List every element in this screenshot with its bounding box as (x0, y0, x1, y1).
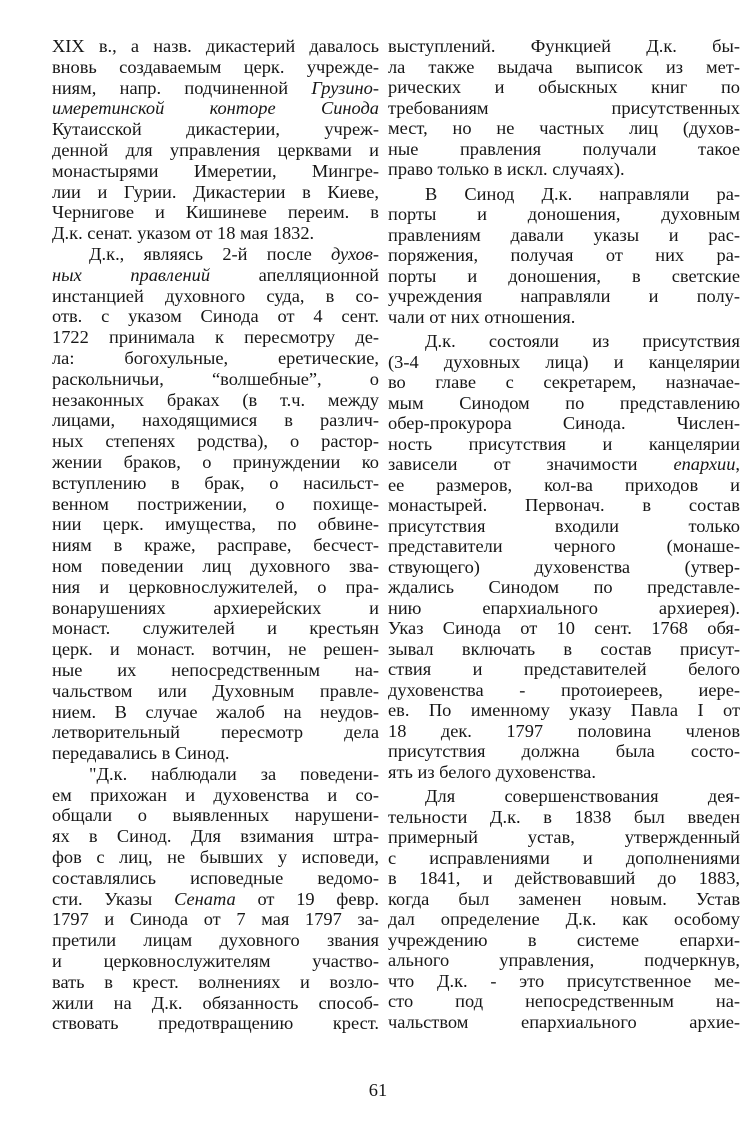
text-line (52, 182, 379, 203)
text-line (52, 930, 379, 951)
text-line (52, 244, 379, 265)
text-segment: ждались Синодом по представле- (388, 577, 740, 597)
text-segment: требованиям присутственных (388, 97, 740, 118)
text-line (52, 681, 379, 702)
text-line (388, 204, 740, 225)
text-segment: ных степенях родства), о растор- (52, 431, 379, 452)
text-segment: монастырей. Первонач. в состав (388, 495, 740, 515)
text-line (388, 807, 740, 828)
text-segment: нию епархиального архиерея). (388, 597, 740, 618)
text-line (388, 225, 740, 246)
text-segment: от 19 февр. (235, 888, 379, 909)
text-segment: 18 дек. 1797 половина членов (388, 720, 740, 741)
text-segment: ять из белого духовенства. (388, 761, 596, 782)
text-line (388, 245, 740, 266)
text-segment: ниям в краже, расправе, бесчест- (52, 535, 379, 556)
text-line (388, 909, 740, 930)
text-line (52, 119, 379, 140)
text-line (52, 639, 379, 660)
right-column (388, 36, 740, 1032)
paragraph (388, 786, 740, 1032)
text-segment: ла: богохульные, еретические, (52, 347, 379, 368)
text-segment: ность присутствия и канцелярии (388, 433, 740, 454)
text-line (388, 991, 740, 1012)
text-segment: , (735, 454, 740, 474)
text-segment: общали о выявленных нарушени- (52, 805, 379, 826)
text-segment: ях в Синод. Для взимания штра- (52, 826, 379, 847)
text-segment: Д.к., являясь 2-й после (89, 243, 331, 264)
text-segment: ния и церковнослужителей, о пра- (52, 576, 379, 597)
italic-term: епархии (673, 454, 736, 474)
text-line (52, 327, 379, 348)
text-line (52, 702, 379, 723)
text-segment: обер-прокурора Синода. Числен- (388, 413, 740, 433)
text-line (52, 1013, 379, 1034)
paragraph (52, 244, 379, 764)
text-segment: ев. По именному указу Павла I от (388, 700, 740, 720)
text-line (388, 930, 740, 951)
text-segment: сто под непосредственным на- (388, 991, 740, 1011)
text-line (388, 557, 740, 578)
text-segment: "Д.к. наблюдали за поведени- (89, 763, 379, 784)
text-line (52, 78, 379, 99)
text-segment: Чернигове и Кишиневе переим. в (52, 202, 379, 223)
text-segment: лицами, находящимися в различ- (52, 410, 379, 431)
text-line (388, 307, 740, 328)
text-segment: летворительный пересмотр дела (52, 722, 379, 743)
text-line (52, 494, 379, 515)
text-segment: Кутаисской дикастерии, учреж- (52, 119, 379, 140)
text-segment: вонарушениях архиерейских и (52, 597, 379, 618)
text-segment: незаконных браках (в т.ч. между (52, 389, 379, 410)
text-line (52, 57, 379, 78)
text-line (388, 971, 740, 992)
text-segment: отв. с указом Синода от 4 сент. (52, 306, 379, 327)
text-segment: когда был заменен новым. Устав (388, 888, 740, 909)
text-line (52, 202, 379, 223)
text-line (388, 118, 740, 139)
text-line (388, 889, 740, 910)
text-line (52, 306, 379, 327)
text-segment: ниям, напр. подчиненной (52, 77, 312, 98)
text-segment: венном пострижении, о похище- (52, 493, 379, 514)
text-segment: ла также выдача выписок из мет- (388, 56, 740, 77)
text-line (52, 972, 379, 993)
paragraph (388, 36, 740, 180)
text-segment: Д.к. состояли из присутствия (425, 331, 740, 351)
italic-term: Грузино- (311, 77, 379, 98)
text-line (388, 827, 740, 848)
text-line (52, 265, 379, 286)
text-segment: церк. и монаст. вотчин, не решен- (52, 639, 379, 660)
text-line (388, 950, 740, 971)
text-segment: учреждению в системе епархи- (388, 929, 740, 950)
text-segment: 1722 принимала к пересмотру де- (52, 327, 379, 348)
text-segment: во главе с секретарем, назначае- (388, 372, 740, 392)
italic-term: Сената (174, 888, 236, 909)
text-line (388, 139, 740, 160)
text-line (388, 618, 740, 639)
text-line (52, 618, 379, 639)
text-segment: составлялись исповедные ведомо- (52, 867, 379, 888)
text-line (52, 514, 379, 535)
italic-term: духов- (331, 243, 379, 264)
text-segment: право только в искл. случаях). (388, 159, 625, 179)
text-line (52, 431, 379, 452)
text-line (388, 762, 740, 783)
text-segment: и церковнослужителям участво- (52, 951, 379, 972)
text-segment: сти. Указы (52, 888, 175, 909)
text-line (52, 826, 379, 847)
text-segment: жении браков, о принуждении ко (52, 451, 379, 472)
text-line (388, 516, 740, 537)
text-line (388, 434, 740, 455)
text-segment: ального управления, подчеркнув, (388, 950, 740, 970)
text-segment: присутствия входили только (388, 515, 740, 536)
text-segment: ствия и представителей белого (388, 659, 740, 679)
text-segment: выступлений. Функцией Д.к. бы- (388, 36, 740, 56)
text-segment: рических и обыскных книг по (388, 77, 740, 97)
text-segment: в 1841, и действовавший до 1883, (388, 868, 740, 888)
paragraph (52, 764, 379, 1034)
text-segment: чали от них отношения. (388, 306, 576, 327)
text-segment: инстанцией духовного суда, в со- (52, 285, 379, 306)
text-line (388, 286, 740, 307)
paragraph (388, 331, 740, 782)
text-segment: ствующего) духовенства (утвер- (388, 556, 740, 577)
text-line (52, 889, 379, 910)
text-line (52, 410, 379, 431)
text-segment: чальством или Духовным правле- (52, 680, 379, 701)
text-segment: поряжения, получая от них ра- (388, 245, 740, 265)
text-line (388, 598, 740, 619)
text-line (52, 223, 379, 244)
text-line (52, 556, 379, 577)
text-line (388, 721, 740, 742)
text-segment: порты и доношения, духовным (388, 204, 740, 224)
text-line (52, 473, 379, 494)
text-segment: передавались в Синод. (52, 743, 230, 764)
text-segment: тельности Д.к. в 1838 был введен (388, 806, 740, 827)
text-line (388, 372, 740, 393)
text-line (388, 786, 740, 807)
text-line (52, 598, 379, 619)
text-line (388, 184, 740, 205)
text-line (388, 1012, 740, 1033)
text-segment: 1797 и Синода от 7 мая 1797 за- (52, 909, 379, 930)
text-segment: жили на Д.к. обязанность способ- (52, 992, 379, 1013)
text-line (388, 495, 740, 516)
paragraph (52, 36, 379, 244)
text-line (388, 159, 740, 180)
text-segment: дал определение Д.к. как особому (388, 909, 740, 929)
text-segment: монаст. служителей и крестьян (52, 618, 379, 639)
text-line (388, 536, 740, 557)
text-line (52, 743, 379, 764)
text-line (52, 868, 379, 889)
text-segment: нием. В случае жалоб на неудов- (52, 701, 379, 722)
text-line (52, 390, 379, 411)
text-segment: представители черного (монаше- (388, 536, 740, 556)
text-segment: (3-4 духовных лица) и канцелярии (388, 351, 740, 372)
text-segment: Указ Синода от 10 сент. 1768 обя- (388, 618, 740, 638)
text-segment: присутствия должна была состо- (388, 741, 740, 761)
text-line (388, 393, 740, 414)
text-line (52, 98, 379, 119)
text-segment: ее размеров, кол-ва приходов и (388, 474, 740, 495)
text-line (388, 848, 740, 869)
text-segment: ном поведении лиц духовного зва- (52, 555, 379, 576)
text-line (388, 700, 740, 721)
text-line (388, 680, 740, 701)
text-segment: зывал включать в состав присут- (388, 638, 740, 659)
text-segment: претили лицам духовного звания (52, 930, 379, 951)
text-segment: духовенства - протоиереев, иере- (388, 679, 740, 700)
paragraph (388, 184, 740, 328)
text-line (388, 577, 740, 598)
text-line (52, 951, 379, 972)
text-line (52, 764, 379, 785)
italic-term: ных правлений (52, 264, 211, 285)
text-line (388, 77, 740, 98)
text-segment: с исправлениями и дополнениями (388, 847, 740, 868)
text-line (388, 413, 740, 434)
text-line (388, 57, 740, 78)
text-line (388, 352, 740, 373)
text-segment: ные их непосредственным на- (52, 659, 379, 680)
text-segment: ные правления получали такое (388, 138, 740, 159)
text-segment: примерный устав, утвержденный (388, 827, 740, 847)
text-line (52, 161, 379, 182)
text-line (388, 454, 740, 475)
text-line (388, 868, 740, 889)
text-segment: мым Синодом по представлению (388, 392, 740, 413)
text-segment: вступлению в брак, о насильст- (52, 472, 379, 493)
text-segment: вновь создаваемым церк. учрежде- (52, 56, 379, 77)
text-line (52, 660, 379, 681)
text-segment: денной для управления церквами и (52, 139, 379, 160)
text-segment: что Д.к. - это присутственное ме- (388, 970, 740, 991)
text-line (388, 36, 740, 57)
text-segment: зависели от значимости (388, 454, 674, 474)
text-segment: Для совершенствования дея- (425, 786, 740, 806)
text-line (52, 140, 379, 161)
text-segment: вать в крест. волнениях и возло- (52, 971, 379, 992)
text-segment: порты и доношения, в светские (388, 265, 740, 286)
text-line (388, 639, 740, 660)
text-line (52, 535, 379, 556)
text-segment: нии церк. имущества, по обвине- (52, 514, 379, 535)
text-segment: ем прихожан и духовенства и со- (52, 784, 379, 805)
text-segment: монастырями Имеретии, Мингре- (52, 160, 379, 181)
text-segment: фов с лиц, не бывших у исповеди, (52, 847, 379, 868)
text-line (52, 909, 379, 930)
page-number: 61 (368, 1080, 388, 1100)
text-segment: Д.к. сенат. указом от 18 мая 1832. (52, 223, 315, 244)
text-segment: В Синод Д.к. направляли ра- (425, 183, 740, 204)
text-line (388, 98, 740, 119)
text-segment: ствовать предотвращению крест. (52, 1013, 379, 1034)
text-line (52, 36, 379, 57)
text-line (52, 722, 379, 743)
text-segment: правлениям давали указы и рас- (388, 224, 740, 245)
text-line (52, 993, 379, 1014)
text-segment: учреждения направляли и полу- (388, 286, 740, 306)
left-column (52, 36, 379, 1034)
italic-term: имеретинской конторе Синода (52, 98, 379, 119)
text-segment: мест, но не частных лиц (духов- (388, 118, 740, 138)
text-line (388, 741, 740, 762)
text-line (52, 286, 379, 307)
text-line (52, 805, 379, 826)
text-segment: лии и Гурии. Дикастерии в Киеве, (52, 181, 379, 202)
text-segment: раскольничьи, “волшебные”, о (52, 368, 379, 389)
text-segment: чальством епархиального архие- (388, 1011, 740, 1032)
text-line (388, 331, 740, 352)
text-line (52, 785, 379, 806)
text-segment: XIX в., а назв. дикастерий давалось (52, 36, 379, 56)
text-line (388, 659, 740, 680)
text-line (52, 847, 379, 868)
text-line (52, 577, 379, 598)
text-segment: апелляционной (210, 264, 379, 285)
text-line (388, 266, 740, 287)
text-line (52, 369, 379, 390)
text-line (388, 475, 740, 496)
text-line (52, 348, 379, 369)
text-line (52, 452, 379, 473)
